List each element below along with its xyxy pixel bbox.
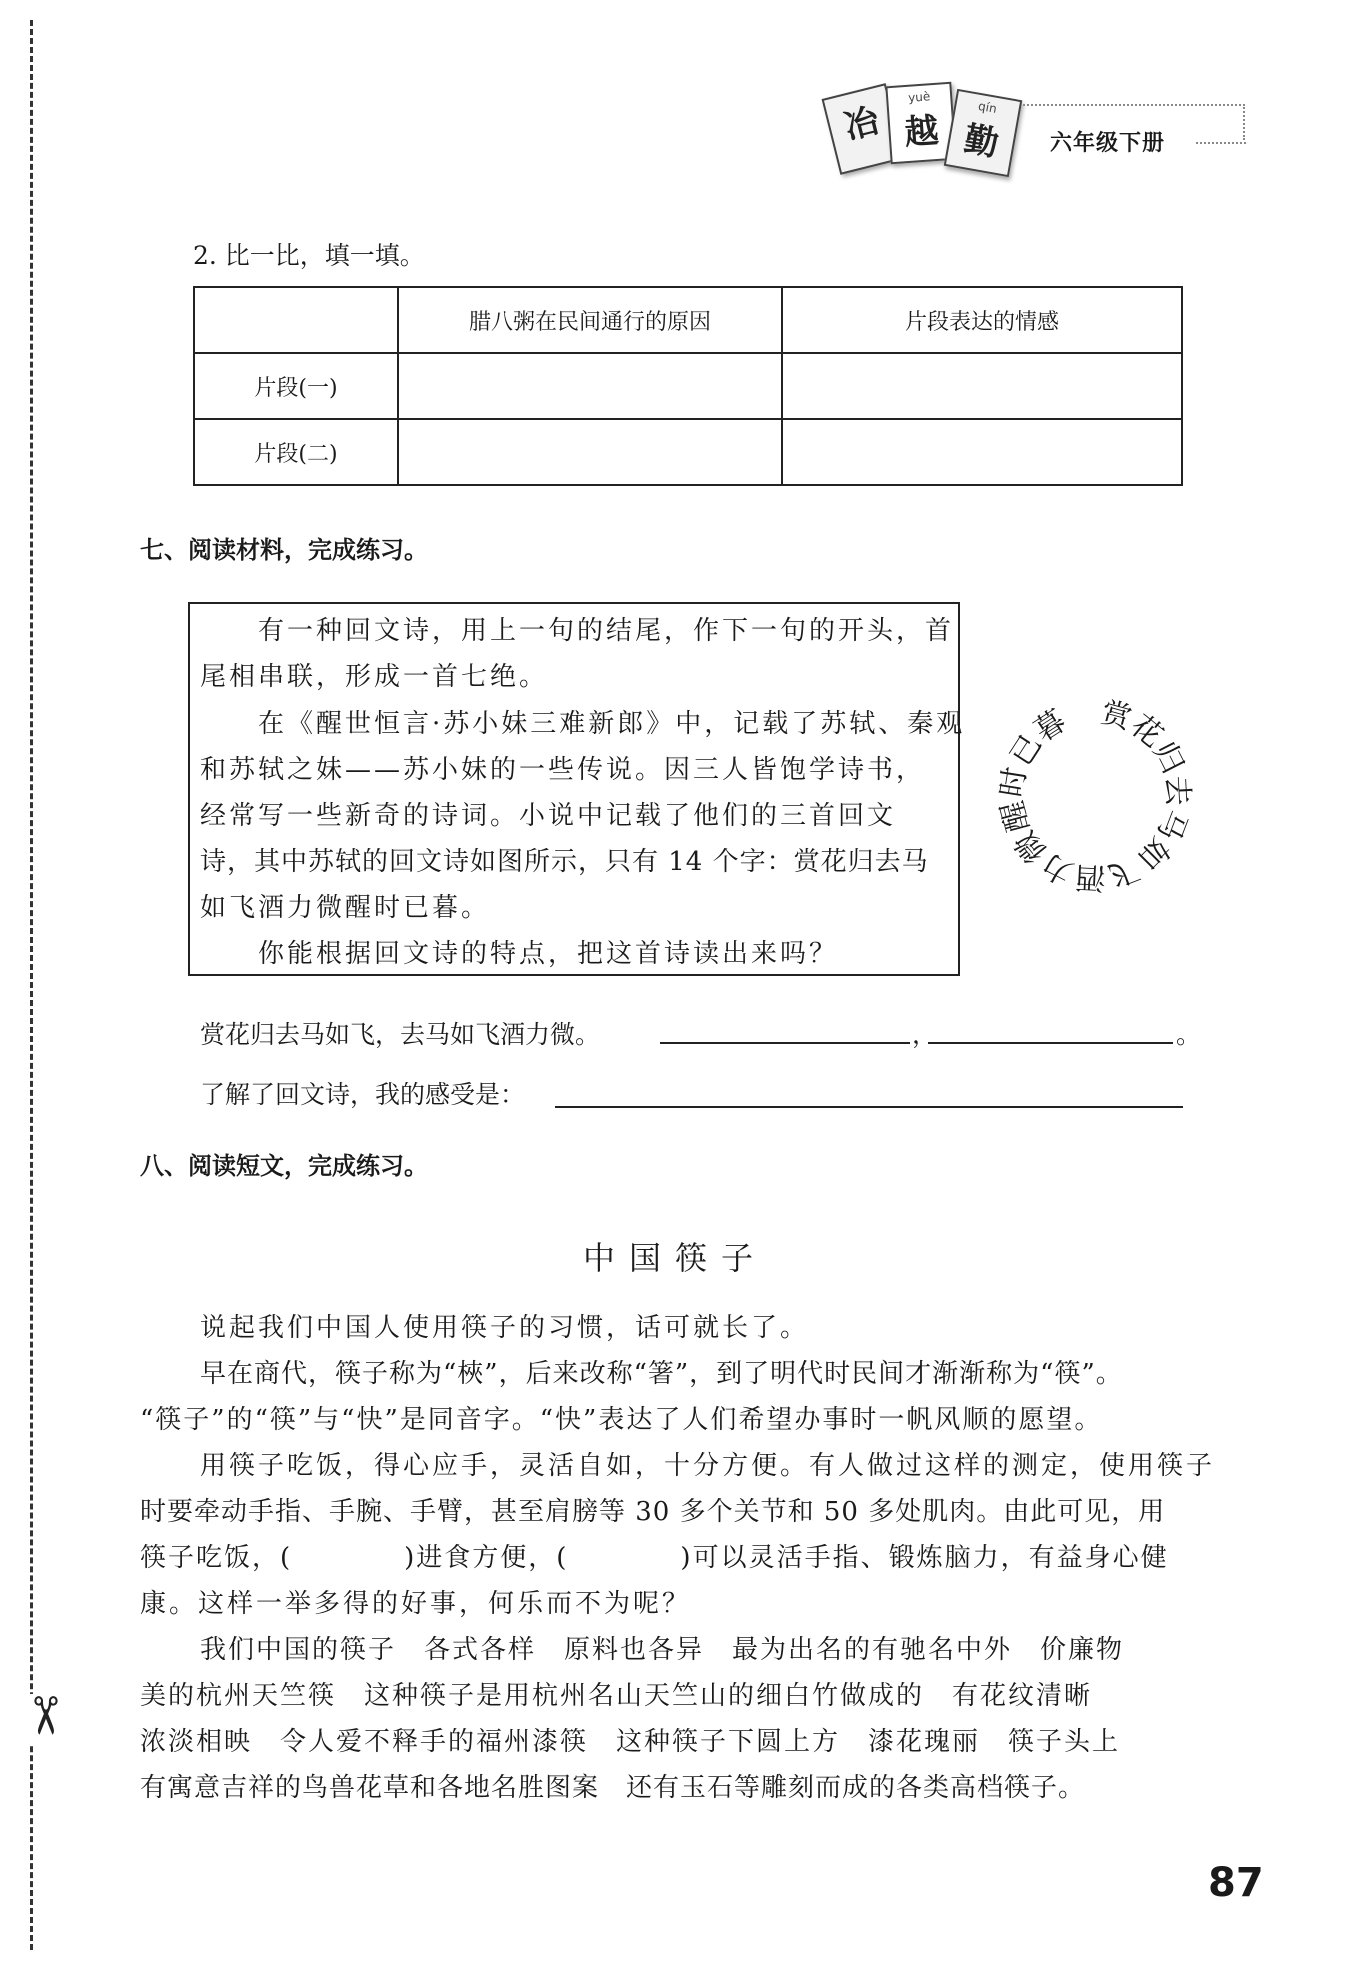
circle-char: 飞 <box>1104 849 1145 894</box>
material-line: 和苏轼之妹——苏小妹的一些传说。因三人皆饱学诗书， <box>200 755 926 785</box>
circle-char: 如 <box>1130 830 1176 876</box>
article-line: 康。这样一举多得的好事，何乐而不为呢？ <box>140 1589 692 1619</box>
table-cell <box>194 287 398 353</box>
row-label: 片段(二) <box>194 419 398 485</box>
circle-char: 暮 <box>1028 703 1073 750</box>
material-line: 在《醒世恒言·苏小妹三难新郎》中，记载了苏轼、秦观 <box>258 709 966 739</box>
material-line: 尾相串联，形成一首七绝。 <box>200 662 549 692</box>
table-row <box>194 419 1182 485</box>
table-header-row <box>194 287 1182 353</box>
material-line: 你能根据回文诗的特点，把这首诗读出来吗？ <box>258 939 839 969</box>
answer-cell[interactable] <box>398 419 782 485</box>
article-line: 美的杭州天竺筷 这种筷子是用杭州名山天竺山的细白竹做成的 有花纹清晰 <box>140 1681 1093 1711</box>
page-header <box>820 80 1250 200</box>
circle-char: 归 <box>1145 736 1191 780</box>
circle-char: 力 <box>1036 845 1080 891</box>
article-line: 早在商代，筷子称为“梜”，后来改称“箸”，到了明代时民间才渐渐称为“筷”。 <box>200 1359 1123 1389</box>
palindrome-poem-circle <box>990 690 1200 900</box>
article-line: 说起我们中国人使用筷子的习惯，话可就长了。 <box>200 1313 810 1343</box>
answer-cell[interactable] <box>398 353 782 419</box>
circle-char: 去 <box>1158 774 1196 807</box>
section-8-heading: 八、阅读短文，完成练习。 <box>140 1152 428 1180</box>
circle-char: 赏 <box>1097 695 1136 737</box>
table-row <box>194 353 1182 419</box>
header-dotted-line <box>1196 142 1246 144</box>
answer-end: 。 <box>1176 1020 1202 1049</box>
article-line: 筷子吃饭，( )进食方便，( )可以灵活手指、锻炼脑力，有益身心健 <box>140 1543 1169 1573</box>
page-number: 87 <box>1208 1860 1264 1906</box>
answer-cell[interactable] <box>782 353 1182 419</box>
table-header-emotion: 片段表达的情感 <box>782 287 1182 353</box>
answer-cell[interactable] <box>782 419 1182 485</box>
answer-blank-2[interactable] <box>928 1040 1173 1044</box>
material-line: 诗，其中苏轼的回文诗如图所示，只有 14 个字：赏花归去马 <box>200 847 929 877</box>
answer-comma: ， <box>912 1020 938 1049</box>
material-line: 有一种回文诗，用上一句的结尾，作下一句的开头，首 <box>258 616 955 646</box>
scissors-icon: ✂ <box>14 1694 74 1746</box>
feeling-blank[interactable] <box>555 1104 1183 1108</box>
circle-char: 马 <box>1149 804 1194 845</box>
circle-char: 花 <box>1123 708 1170 755</box>
comparison-table <box>193 286 1183 486</box>
table-header-reason: 腊八粥在民间通行的原因 <box>398 287 782 353</box>
row-label: 片段(一) <box>194 353 398 419</box>
circle-char: 已 <box>1003 728 1050 773</box>
logo-tile-3: qín 勤 <box>944 89 1023 177</box>
feeling-prompt: 了解了回文诗，我的感受是： <box>200 1080 526 1109</box>
q2-title: 2. 比一比，填一填。 <box>193 241 425 270</box>
circle-char: 微 <box>1008 823 1055 870</box>
article-line: 有寓意吉祥的鸟兽花草和各地名胜图案 还有玉石等雕刻而成的各类高档筷子。 <box>140 1773 1086 1803</box>
section-7-heading: 七、阅读材料，完成练习。 <box>140 536 428 564</box>
answer-blank-1[interactable] <box>660 1040 910 1044</box>
circle-char: 酒 <box>1074 858 1107 896</box>
article-line: 用筷子吃饭，得心应手，灵活自如，十分方便。有人做过这样的测定，使用筷子 <box>200 1451 1216 1481</box>
material-line: 如飞酒力微醒时已暮。 <box>200 893 491 923</box>
circle-char: 时 <box>994 764 1034 800</box>
logo-tile-2: yuè 越 <box>885 82 956 164</box>
article-title: 中国筷子 <box>582 1239 767 1277</box>
article-line: 时要牵动手指、手腕、手臂，甚至肩膀等 30 多个关节和 50 多处肌肉。由此可见，用 <box>140 1497 1166 1527</box>
cut-line <box>30 20 41 1950</box>
answer-prefix: 赏花归去马如飞，去马如飞酒力微。 <box>200 1020 601 1049</box>
article-line: 我们中国的筷子 各式各样 原料也各异 最为出名的有驰名中外 价廉物 <box>200 1635 1125 1665</box>
material-line: 经常写一些新奇的诗词。小说中记载了他们的三首回文 <box>200 801 897 831</box>
article-line: 浓淡相映 令人爱不释手的福州漆筷 这种筷子下圆上方 漆花瑰丽 筷子头上 <box>140 1727 1121 1757</box>
grade-label: 六年级下册 <box>1050 131 1166 156</box>
circle-char: 醒 <box>995 797 1037 836</box>
logo-tile-1: 冶 <box>822 83 905 175</box>
article-line: “筷子”的“筷”与“快”是同音字。“快”表达了人们希望办事时一帆风顺的愿望。 <box>140 1405 1103 1435</box>
